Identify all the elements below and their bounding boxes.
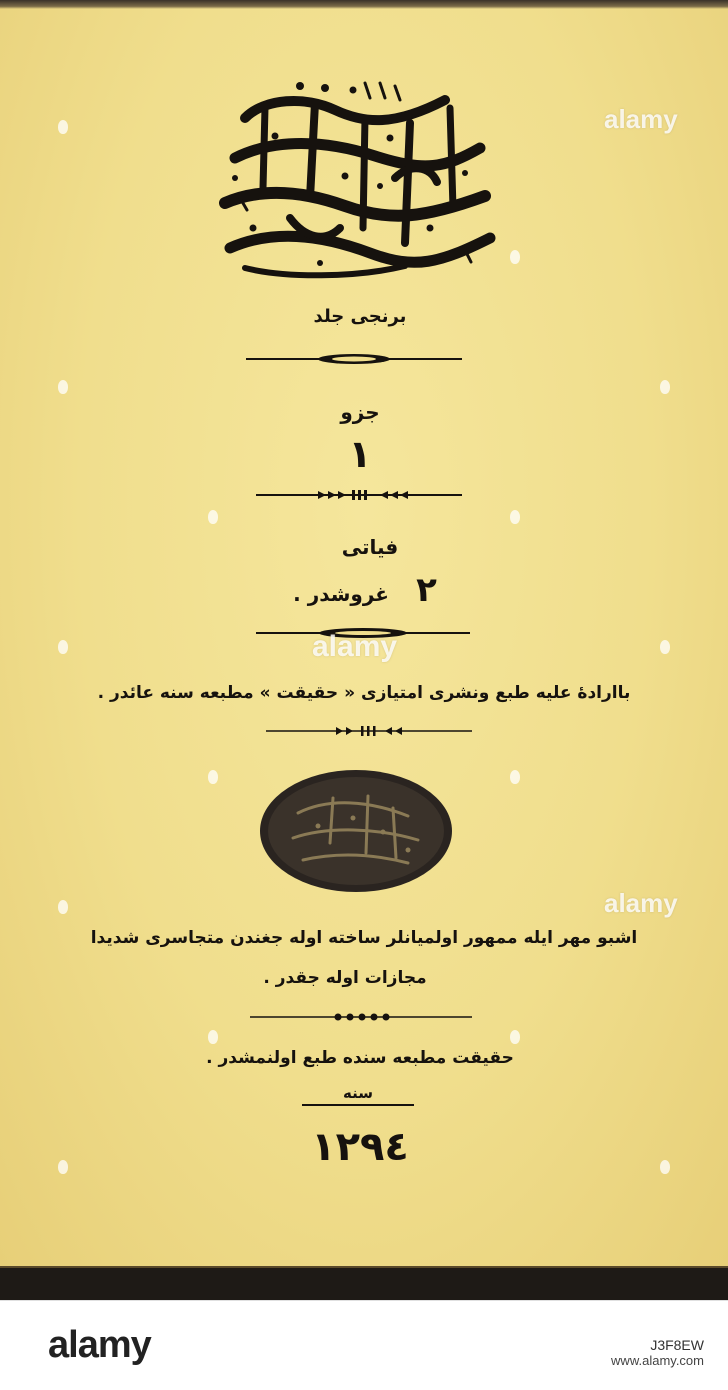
watermark-dot: [58, 640, 68, 654]
notice-line-2: مجازات اوله جقدر .: [263, 968, 427, 988]
watermark-dot: [58, 1160, 68, 1174]
ornament-rule-2: [256, 487, 462, 503]
page-top-edge: [0, 0, 728, 9]
stock-footer: [0, 1300, 728, 1390]
watermark-dot: [660, 1160, 670, 1174]
price-unit: غروشدر .: [293, 582, 389, 606]
year-rule: [302, 1104, 414, 1106]
ornament-rule-1: [246, 351, 462, 367]
calligraphic-title: [205, 78, 505, 288]
year-label-block: [302, 1084, 414, 1114]
watermark-right: alamy: [604, 888, 678, 918]
image-id: J3F8EW: [650, 1337, 704, 1353]
notice-line-1: اشبو مهر ایله ممهور اولمیانلر ساخته اوله جغندن متجاسری شدیدا: [90, 928, 638, 948]
printed-line: حقیقت مطبعه سنده طبع اولنمشدر .: [206, 1048, 514, 1068]
alamy-logo[interactable]: alamy: [48, 1324, 151, 1366]
year: ١٢٩٤: [311, 1124, 409, 1170]
watermark-dot: [510, 510, 520, 524]
privilege-line: باارادهٔ علیه طبع ونشری امتیازی « حقیقت » مطبعه سنه عائدر .: [97, 683, 631, 703]
ornament-rule-4: [266, 724, 472, 738]
watermark-dot: [58, 900, 68, 914]
watermark-dot: [208, 510, 218, 524]
watermark-dot: [208, 1030, 218, 1044]
price-value: ٢: [416, 570, 437, 610]
watermark-dot: [660, 380, 670, 394]
price-row: [200, 570, 530, 610]
part-label: جزو: [340, 400, 380, 424]
watermark-dot: [58, 380, 68, 394]
watermark-dot: [58, 120, 68, 134]
watermark-dot: [208, 770, 218, 784]
volume-label: برنجی جلد: [313, 306, 407, 327]
printing-house-seal: [258, 768, 454, 894]
watermark-dot: [510, 250, 520, 264]
ornament-rule-5: [250, 1010, 472, 1024]
year-label: سنه: [343, 1084, 373, 1102]
site-url[interactable]: www.alamy.com: [611, 1353, 704, 1368]
watermark-dot: [660, 640, 670, 654]
watermark-dot: [510, 1030, 520, 1044]
part-number: ١: [348, 432, 372, 476]
watermark-top-right: alamy: [604, 104, 678, 134]
watermark-dot: [510, 770, 520, 784]
price-label: فیاتی: [341, 535, 399, 559]
watermark-center: alamy: [312, 630, 398, 663]
